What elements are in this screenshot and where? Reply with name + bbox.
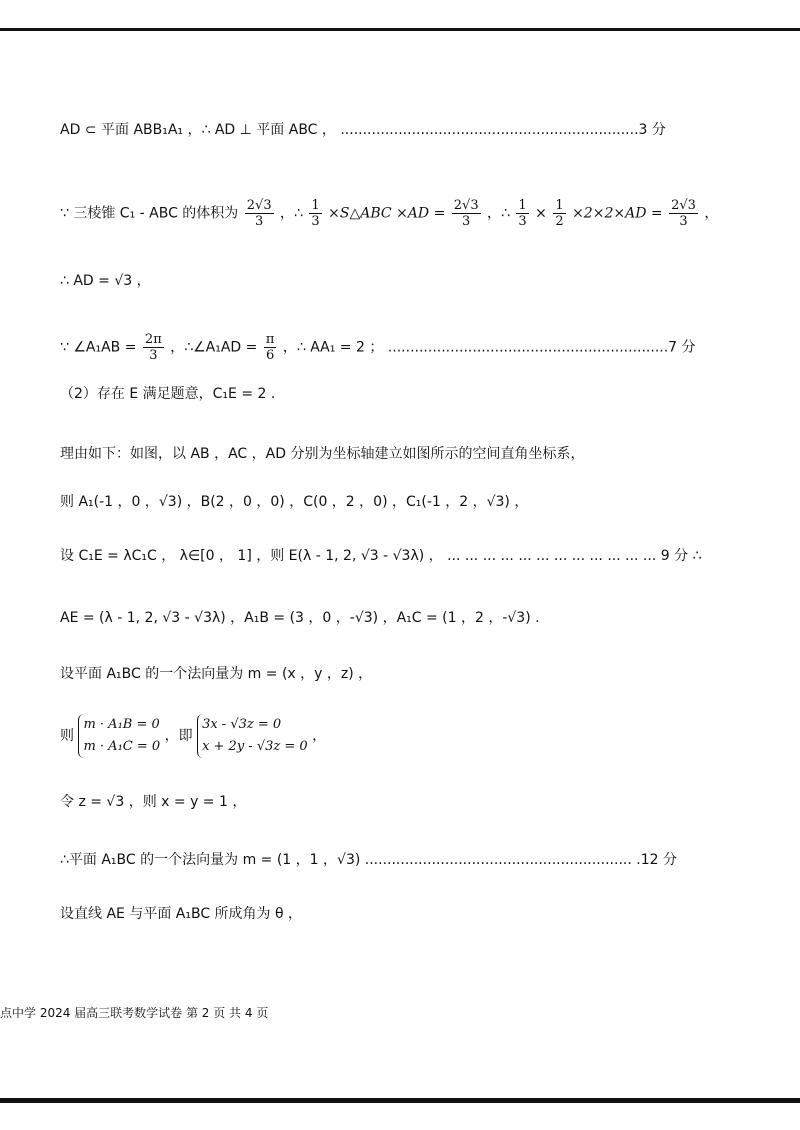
fraction: $\frac{1}{3}$	[311, 198, 320, 229]
line-11	[60, 714, 326, 758]
line-13-score: ............................................................ .12 分	[364, 852, 677, 868]
line-6: 理由如下：如图，以 AB ，AC ，AD 分别为坐标轴建立如图所示的空间直角坐标系，	[60, 446, 585, 462]
line-1	[60, 120, 666, 140]
line-1-score: ...................................................................3 分	[340, 122, 666, 138]
fraction: $\frac{2√3}{3}$	[453, 198, 479, 229]
line-2-text-e: ×	[535, 205, 547, 222]
line-5: （2）存在 E 满足题意，C₁E = 2 .	[60, 386, 276, 402]
line-11-post: ，	[312, 728, 327, 744]
line-8-text: 设 C₁E = λC₁C ， λ∈[0 ， 1] ，则 E(λ - 1, 2, √3 - √3λ) ，	[60, 548, 443, 564]
line-2	[60, 198, 718, 229]
line-9: AE = (λ - 1, 2, √3 - √3λ) ，A₁B = (3 ，0 ，-√3) ，A₁C = (1 ，2 ，-√3) .	[60, 610, 540, 626]
line-10: 设平面 A₁BC 的一个法向量为 m = (x ，y ，z) ，	[60, 666, 373, 682]
line-14: 设直线 AE 与平面 A₁BC 所成角为 θ ，	[60, 906, 303, 922]
fraction: $\frac{2\pi}{3}$	[144, 332, 162, 363]
line-2-text-d: ，∴	[487, 205, 510, 222]
line-12: 令 z = √3 ，则 x = y = 1 ，	[60, 794, 247, 810]
equation-system-1: m · A₁B = 0 m · A₁C = 0	[78, 714, 160, 758]
line-4	[60, 332, 696, 363]
line-11-mid: ，即	[164, 728, 193, 744]
line-8	[60, 546, 701, 566]
line-2-text-g: ×2×2×AD =	[572, 205, 663, 222]
line-2-text-b: ，∴	[280, 205, 303, 222]
fraction: $\frac{2√3}{3}$	[671, 198, 696, 229]
bottom-rule	[0, 1098, 800, 1103]
top-rule	[0, 28, 800, 31]
fraction: $\frac{\pi}{6}$	[265, 332, 275, 363]
fraction: $\frac{1}{3}$	[518, 198, 527, 229]
line-1-text: AD ⊂ 平面 ABB₁A₁ ，∴ AD ⊥ 平面 ABC ，	[60, 122, 336, 138]
line-13-text: ∴平面 A₁BC 的一个法向量为 m = (1 ，1 ，√3)	[60, 852, 365, 868]
line-11-pre: 则	[60, 728, 74, 744]
line-8-score: ... ... ... ... ... ... ... ... ... ... ... ... 9 分 ∴	[447, 548, 702, 564]
line-4-score: ...............................................................7 分	[387, 339, 696, 356]
line-4-text-c: ，∴ AA₁ = 2 ；	[282, 339, 384, 356]
line-2-text-a: ∵ 三棱锥 C₁ - ABC 的体积为	[60, 205, 239, 222]
line-3: ∴ AD = √3 ，	[60, 273, 151, 289]
line-13	[60, 850, 677, 870]
line-4-text-a: ∵ ∠A₁AB =	[60, 339, 137, 356]
line-4-text-b: ，∴∠A₁AD =	[170, 339, 258, 356]
page-footer: 点中学 2024 届高三联考数学试卷 第 2 页 共 4 页	[0, 1006, 269, 1020]
fraction: $\frac{2√3}{3}$	[246, 198, 272, 229]
line-2-text-h: ，	[704, 205, 719, 222]
fraction: $\frac{1}{2}$	[555, 198, 564, 229]
line-2-text-c: ×S△ABC ×AD =	[328, 205, 446, 222]
line-7: 则 A₁(-1 ，0 ，√3) ，B(2 ，0 ，0) ，C(0 ，2 ，0) ，C₁(-1 ，2 ，√3) ，	[60, 494, 529, 510]
equation-system-2: 3x - √3z = 0 x + 2y - √3z = 0	[197, 714, 308, 758]
